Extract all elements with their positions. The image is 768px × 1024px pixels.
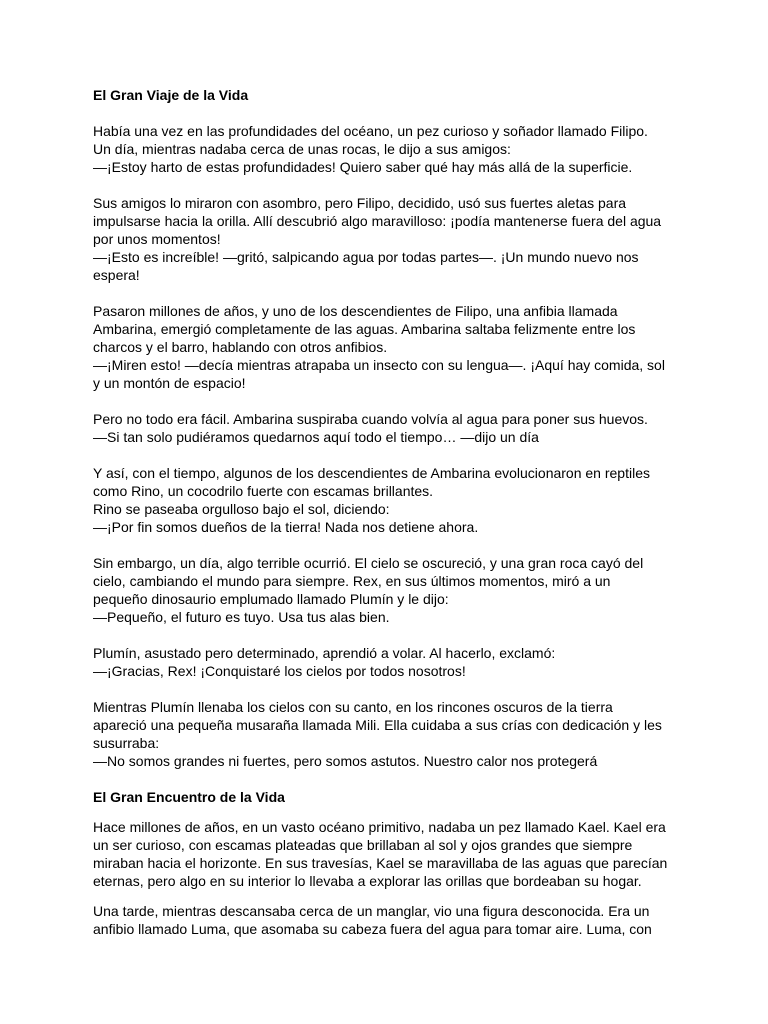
text-line: —Si tan solo pudiéramos quedarnos aquí todo el tiempo… —dijo un día [93,429,539,445]
text-line: —¡Miren esto! —decía mientras atrapaba un insecto con su lengua—. ¡Aquí hay comida, sol [93,357,665,373]
text-line: —¡Por fin somos dueños de la tierra! Nada nos detiene ahora. [93,519,479,535]
text-line: susurraba: [93,735,160,751]
text-line: por unos momentos! [93,231,221,247]
text-line: Ambarina, emergió completamente de las aguas. Ambarina saltaba felizmente entre los [93,321,636,337]
paragraph [93,902,683,938]
text-line: impulsarse hacia la orilla. Allí descubrió algo maravilloso: ¡podía mantenerse fuera del agua [93,213,662,229]
text-line: Había una vez en las profundidades del océano, un pez curioso y soñador llamado Filipo. [93,123,648,139]
text-line: charcos y el barro, hablando con otros anfibios. [93,339,388,355]
story-section-1 [93,122,683,770]
paragraph [93,698,683,770]
text-line: pequeño dinosaurio emplumado llamado Plumín y le dijo: [93,591,449,607]
text-line: miraban hacia el horizonte. En sus travesías, Kael se maravillaba de las aguas que parecían [93,855,668,871]
text-line: cielo, cambiando el mundo para siempre. Rex, en sus últimos momentos, miró a un [93,573,611,589]
text-line: Sus amigos lo miraron con asombro, pero Filipo, decidido, usó sus fuertes aletas para [93,195,627,211]
text-line: —¡Gracias, Rex! ¡Conquistaré los cielos por todos nosotros! [93,663,466,679]
text-line: Pero no todo era fácil. Ambarina suspiraba cuando volvía al agua para poner sus huevos. [93,411,648,427]
text-line: Una tarde, mientras descansaba cerca de un manglar, vio una figura desconocida. Era un [93,903,650,919]
text-line: Un día, mientras nadaba cerca de unas rocas, le dijo a sus amigos: [93,141,511,157]
paragraph [93,302,683,392]
text-line: —¡Esto es increíble! —gritó, salpicando agua por todas partes—. ¡Un mundo nuevo nos [93,249,639,265]
text-line: —No somos grandes ni fuertes, pero somos astutos. Nuestro calor nos protegerá [93,753,598,769]
text-line: Pasaron millones de años, y uno de los descendientes de Filipo, una anfibia llamada [93,303,618,319]
document-page [93,86,683,950]
document-title: El Gran Viaje de la Vida [93,87,249,103]
text-line: Y así, con el tiempo, algunos de los descendientes de Ambarina evolucionaron en reptiles [93,465,650,481]
text-line: Hace millones de años, en un vasto océano primitivo, nadaba un pez llamado Kael. Kael era [93,819,666,835]
text-line: espera! [93,267,140,283]
text-line: Rino se paseaba orgulloso bajo el sol, diciendo: [93,501,390,517]
text-line: —Pequeño, el futuro es tuyo. Usa tus alas bien. [93,609,390,625]
section-title: El Gran Encuentro de la Vida [93,789,285,805]
paragraph [93,818,683,890]
paragraph [93,644,683,680]
story-section-2 [93,818,683,938]
text-line: apareció una pequeña musaraña llamada Mili. Ella cuidaba a sus crías con dedicación y les [93,717,662,733]
text-line: y un montón de espacio! [93,375,246,391]
paragraph [93,122,683,176]
text-line: un ser curioso, con escamas plateadas que brillaban al sol y ojos grandes que siempre [93,837,633,853]
paragraph [93,410,683,446]
text-line: anfibio llamado Luma, que asomaba su cabeza fuera del agua para tomar aire. Luma, con [93,921,652,937]
paragraph [93,554,683,626]
text-line: Plumín, asustado pero determinado, aprendió a volar. Al hacerlo, exclamó: [93,645,556,661]
text-line: —¡Estoy harto de estas profundidades! Quiero saber qué hay más allá de la superficie. [93,159,633,175]
text-line: Mientras Plumín llenaba los cielos con su canto, en los rincones oscuros de la tierra [93,699,613,715]
text-line: eternas, pero algo en su interior lo llevaba a explorar las orillas que bordeaban su hogar. [93,873,642,889]
paragraph [93,464,683,536]
paragraph [93,194,683,284]
text-line: Sin embargo, un día, algo terrible ocurrió. El cielo se oscureció, y una gran roca cayó del [93,555,644,571]
text-line: como Rino, un cocodrilo fuerte con escamas brillantes. [93,483,434,499]
